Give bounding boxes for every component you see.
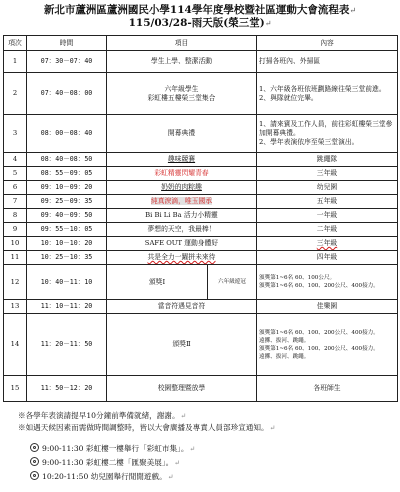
row-number: 5 [4, 167, 27, 181]
extra-line: 9:00-11:30 彩虹樓一樓舉行「彩虹市集」。↵ [30, 443, 195, 454]
row-time: 11：50－12：20 [27, 376, 107, 402]
row-time: 07：40－08：00 [27, 73, 107, 115]
row-content: 幼兒園 [257, 181, 398, 195]
table-row [4, 167, 398, 181]
row-number: 12 [4, 265, 27, 300]
content-line: 1、請來賓及工作人員，前往彩虹樓榮三堂參加開幕典禮。 [259, 120, 393, 137]
table-row [4, 314, 398, 376]
row-time: 11：10－11：20 [27, 300, 107, 314]
row-time: 10：40－11：10 [27, 265, 107, 300]
row-item: 奶奶的肉粽趣 [107, 181, 257, 195]
row-content [257, 115, 398, 153]
note-line: ※各學年表演請提早10分鐘前準備就緒，謝謝。↵ [18, 411, 187, 420]
row-number: 7 [4, 195, 27, 209]
row-content: 各班師生 [257, 376, 398, 402]
schedule-table [3, 35, 398, 402]
table-row [4, 181, 398, 195]
row-item: 頒獎Ⅱ [107, 314, 257, 376]
row-time: 08：40－08：50 [27, 153, 107, 167]
row-item: 共是全力一躍拼未來待 [107, 251, 257, 265]
row-number: 3 [4, 115, 27, 153]
row-content: 跳繩隊 [257, 153, 398, 167]
row-item: 開幕典禮 [107, 115, 257, 153]
row-content [257, 265, 398, 300]
row-time: 07：30－07：40 [27, 51, 107, 73]
content-line: 頒獎第1~6名 60、100、200公尺、400接力。 [259, 329, 379, 336]
row-time: 09：10－09：20 [27, 181, 107, 195]
row-item [107, 73, 257, 115]
row-content [257, 314, 398, 376]
table-row [4, 195, 398, 209]
row-content: 三年級 [257, 237, 398, 251]
row-time: 11：20－11：50 [27, 314, 107, 376]
bullseye-icon [30, 471, 39, 480]
row-item: 學生上學、整潔活動 [107, 51, 257, 73]
document-title: 新北市蘆洲區蘆洲國民小學114學年度學校暨社區運動大會流程表↵ [43, 4, 357, 16]
column-header: 項次 [4, 36, 27, 51]
row-content: 三年級 [257, 167, 398, 181]
table-row [4, 237, 398, 251]
content-line: 2、學年表演依序至榮三堂演出。 [259, 138, 359, 146]
table-row [4, 300, 398, 314]
bullseye-icon [30, 443, 39, 452]
table-row [4, 376, 398, 402]
row-number: 10 [4, 237, 27, 251]
row-time: 08：55－09：05 [27, 167, 107, 181]
row-item: SAFE OUT 運動身體好 [107, 237, 257, 251]
column-header: 項目 [107, 36, 257, 51]
content-line: 2、與隊就位完畢。 [259, 93, 318, 102]
extra-line: 9:00-11:30 彩虹樓二樓「匯聚美展」。↵ [30, 457, 180, 468]
row-item: 校園整理暨放學 [107, 376, 257, 402]
row-number: 9 [4, 223, 27, 237]
table-row [4, 209, 398, 223]
row-content: 四年級 [257, 251, 398, 265]
row-time: 09：25－09：35 [27, 195, 107, 209]
row-content [257, 73, 398, 115]
row-number: 11 [4, 251, 27, 265]
content-line: 頒獎第1~6名 60、100、200公尺、400接力。 [259, 345, 379, 352]
row-content: 一年級 [257, 209, 398, 223]
row-number: 6 [4, 181, 27, 195]
row-time: 10：25－10：35 [27, 251, 107, 265]
row-time: 10：10－10：20 [27, 237, 107, 251]
content-line: 1、六年級各班依班劃路線往榮三堂前進。 [259, 84, 386, 93]
row-item-sub: 六年級遊冠 [207, 265, 256, 299]
row-item: 彩虹精靈閃耀青春 [107, 167, 257, 181]
row-number: 1 [4, 51, 27, 73]
table-row [4, 73, 398, 115]
table-row [4, 153, 398, 167]
row-content: 打掃各班內、外掃區 [257, 51, 398, 73]
row-item [107, 265, 257, 300]
column-header: 時間 [27, 36, 107, 51]
extra-line: 10:20-11:50 幼兒園舉行閒閒遊戲。↵ [30, 471, 174, 482]
row-number: 15 [4, 376, 27, 402]
row-item-line: 彩虹樓五樓榮三堂集合 [147, 93, 216, 102]
content-line: 頒獎第1~6名 60、100、200公尺、400接力。 [259, 283, 379, 289]
row-item-label: 頒獎Ⅰ [148, 277, 166, 286]
row-number: 14 [4, 314, 27, 376]
row-number: 13 [4, 300, 27, 314]
table-row [4, 251, 398, 265]
table-header-row [4, 36, 398, 51]
row-number: 4 [4, 153, 27, 167]
column-header: 內容 [257, 36, 398, 51]
row-time: 08：00－08：40 [27, 115, 107, 153]
row-time: 09：40－09：50 [27, 209, 107, 223]
table-row [4, 51, 398, 73]
table-row [4, 265, 398, 300]
row-number: 8 [4, 209, 27, 223]
row-item: 當音符遇見音符 [107, 300, 257, 314]
row-content: 佳樂園 [257, 300, 398, 314]
row-content: 五年級 [257, 195, 398, 209]
row-time: 09：55－10：05 [27, 223, 107, 237]
bullseye-icon [30, 457, 39, 466]
note-line: ※如遇天候因素而需做時間調整時，皆以大會廣播及專責人員部珍宣通知。↵ [18, 423, 276, 432]
row-item: Bi Bi Li Ba 活力小精靈 [107, 209, 257, 223]
row-item: 夢想的天空，我最棒！ [107, 223, 257, 237]
content-line: 遠擲、拔河、跳繩。 [259, 353, 310, 360]
row-item-line: 六年級學生 [164, 84, 199, 93]
document-subtitle: 115/03/28-雨天版(榮三堂)↵ [128, 17, 272, 29]
content-line: 遠擲、拔河、跳繩。 [259, 337, 310, 344]
row-item: 純真淚滴，唯玉國承 [107, 195, 257, 209]
table-row [4, 223, 398, 237]
table-row [4, 115, 398, 153]
row-content: 二年級 [257, 223, 398, 237]
content-line: 頒獎第1~6名 60、100公尺。 [259, 275, 336, 281]
row-item: 趣味競賽 [107, 153, 257, 167]
row-number: 2 [4, 73, 27, 115]
